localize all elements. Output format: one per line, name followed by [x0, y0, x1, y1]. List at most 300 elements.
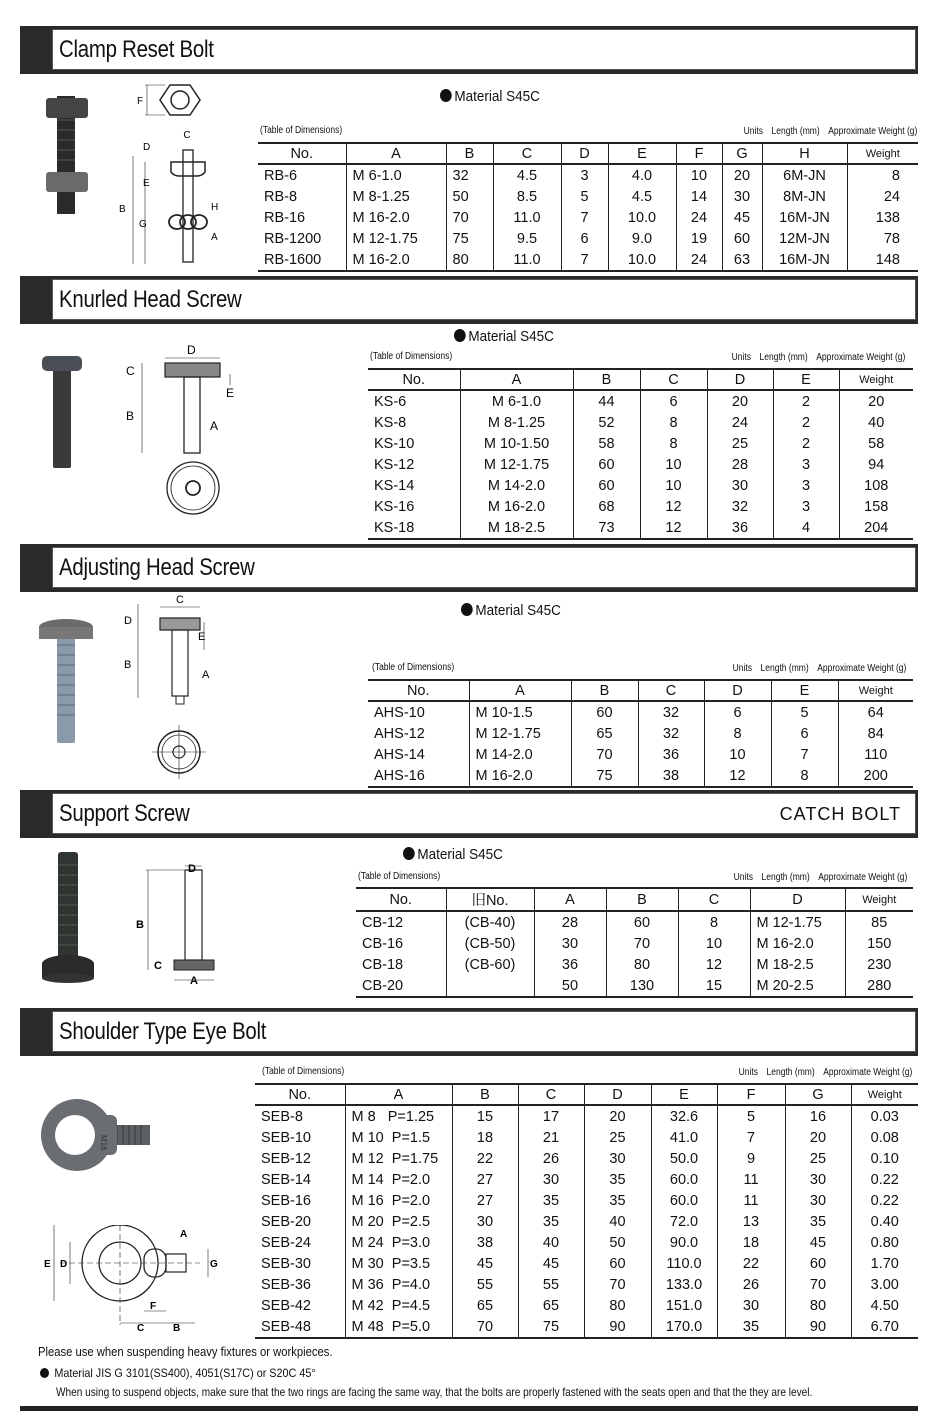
table-cell: 8 [704, 723, 771, 744]
column-header: E [651, 1084, 717, 1105]
table-cell: KS-16 [374, 498, 415, 515]
table-cell: 8.5 [493, 186, 561, 207]
table-cell: 150 [845, 933, 913, 954]
column-header: C [493, 143, 561, 164]
section-title: Clamp Reset Bolt [59, 36, 214, 63]
column-header: A [345, 1084, 452, 1105]
table-row [255, 1148, 918, 1169]
table-header-row [368, 680, 913, 701]
table-cell: 38 [638, 765, 704, 787]
table-cell: SEB-20 [261, 1213, 311, 1230]
table-cell: 30 [722, 186, 762, 207]
dimensions-table-adjusting-head-screw [368, 679, 913, 788]
photo-marking: M16 [99, 1135, 108, 1151]
dim-label-g: G [210, 1259, 218, 1270]
table-cell: 30 [452, 1211, 518, 1232]
table-cell: 78 [847, 228, 918, 249]
table-cell: M 24 P=3.0 [345, 1232, 452, 1253]
table-cell: 24 [676, 249, 722, 271]
warning-note: When using to suspend objects, make sure that the two rings are facing the same way, that the bolts are properly fastened with the seats open and that the they are level. [56, 1385, 813, 1399]
table-cell: 70 [584, 1274, 651, 1295]
dim-label-f: F [137, 96, 144, 107]
table-cell: 35 [584, 1190, 651, 1211]
table-cell: 2 [773, 433, 839, 454]
eye-bolt-photo [35, 1095, 160, 1180]
column-header: A [346, 143, 446, 164]
table-cell: M 10-1.5 [469, 701, 571, 723]
table-cell: 60.0 [651, 1169, 717, 1190]
table-cell: 50 [584, 1232, 651, 1253]
column-header: D [750, 888, 845, 911]
table-cell: 8 [640, 412, 707, 433]
table-row [368, 701, 913, 723]
dim-label-e: E [226, 386, 235, 400]
column-header: B [446, 143, 493, 164]
table-cell: 17 [518, 1105, 584, 1127]
table-row [255, 1169, 918, 1190]
table-cell: 8 [678, 911, 750, 933]
table-row [368, 496, 913, 517]
table-cell: 5 [771, 701, 838, 723]
table-cell: 52 [573, 412, 640, 433]
table-row [368, 723, 913, 744]
table-cell: 10 [678, 933, 750, 954]
dim-label-c: C [154, 960, 162, 972]
dim-label-h: H [211, 202, 219, 213]
table-cell: 75 [571, 765, 638, 787]
table-cell: 8 [771, 765, 838, 787]
table-cell: 3 [773, 496, 839, 517]
table-cell: RB-1600 [264, 251, 322, 268]
table-cell: 80 [785, 1295, 851, 1316]
table-cell: 65 [571, 723, 638, 744]
table-cell: 138 [847, 207, 918, 228]
section-header-shoulder-type-eye-bolt [20, 1008, 918, 1056]
eye-bolt-diagram [40, 1225, 220, 1335]
adjusting-head-screw-photo [35, 615, 100, 750]
table-cell: 40 [584, 1211, 651, 1232]
dim-label-d: D [187, 343, 196, 357]
table-cell: 30 [707, 475, 773, 496]
table-cell: SEB-16 [261, 1192, 311, 1209]
table-cell: 70 [606, 933, 678, 954]
dim-label-d: D [188, 863, 196, 875]
dim-label-b: B [119, 204, 126, 215]
table-cell: SEB-48 [261, 1318, 311, 1335]
table-cell: AHS-16 [374, 767, 425, 784]
table-cell: 80 [446, 249, 493, 271]
units-legend: Units Length (mm) Approximate Weight (g) [731, 352, 905, 363]
table-cell: 9 [717, 1148, 785, 1169]
table-cell: 10 [704, 744, 771, 765]
table-cell: 19 [676, 228, 722, 249]
table-cell: RB-6 [264, 167, 298, 184]
knurled-head-screw-photo [38, 350, 88, 475]
table-cell: 8M-JN [762, 186, 847, 207]
table-cell: M 12-1.75 [469, 723, 571, 744]
table-cell: 50 [534, 975, 606, 997]
table-cell: 0.22 [851, 1169, 918, 1190]
table-row [255, 1295, 918, 1316]
table-cell: 45 [785, 1232, 851, 1253]
table-cell: 25 [707, 433, 773, 454]
support-screw-photo [38, 850, 98, 985]
table-cell: 35 [785, 1211, 851, 1232]
table-cell: 108 [839, 475, 913, 496]
table-cell: 11 [717, 1190, 785, 1211]
table-cell [446, 975, 534, 997]
table-cell: SEB-14 [261, 1171, 311, 1188]
table-cell: 36 [534, 954, 606, 975]
table-cell: 72.0 [651, 1211, 717, 1232]
table-cell: M 16-2.0 [346, 207, 446, 228]
table-cell: 230 [845, 954, 913, 975]
table-cell: 20 [785, 1127, 851, 1148]
table-cell: 5 [717, 1105, 785, 1127]
table-cell: 2 [773, 390, 839, 412]
table-cell: 204 [839, 517, 913, 539]
dim-label-g: G [139, 219, 147, 230]
column-header: E [773, 369, 839, 390]
table-cell: M 14 P=2.0 [345, 1169, 452, 1190]
table-cell: 50.0 [651, 1148, 717, 1169]
table-cell: 11.0 [493, 249, 561, 271]
table-cell: 60 [722, 228, 762, 249]
adjusting-head-screw-diagram [118, 592, 218, 782]
table-cell: KS-14 [374, 477, 415, 494]
table-cell: 90 [584, 1316, 651, 1338]
table-cell: AHS-10 [374, 704, 425, 721]
table-cell: 21 [518, 1127, 584, 1148]
table-cell: 16M-JN [762, 207, 847, 228]
bullet-icon [440, 89, 452, 102]
table-row [255, 1316, 918, 1338]
table-cell: AHS-14 [374, 746, 425, 763]
table-cell: 3 [773, 454, 839, 475]
table-cell: M 12-1.75 [346, 228, 446, 249]
table-cell: CB-12 [362, 914, 404, 931]
table-cell: 9.0 [608, 228, 676, 249]
table-cell: 75 [446, 228, 493, 249]
units-legend: Units Length (mm) Approximate Weight (g) [738, 1067, 912, 1078]
table-cell: 110.0 [651, 1253, 717, 1274]
table-cell: 30 [785, 1169, 851, 1190]
table-cell: 6M-JN [762, 164, 847, 186]
section-header-support-screw [20, 790, 918, 838]
table-row [368, 390, 913, 412]
table-cell: KS-8 [374, 414, 407, 431]
table-cell: 20 [839, 390, 913, 412]
table-cell: M 18-2.5 [460, 517, 573, 539]
table-cell: 158 [839, 496, 913, 517]
table-cell: SEB-10 [261, 1129, 311, 1146]
table-cell: 3.00 [851, 1274, 918, 1295]
table-cell: 58 [573, 433, 640, 454]
dim-label-c: C [137, 1323, 145, 1334]
table-cell: 36 [707, 517, 773, 539]
table-cell: SEB-30 [261, 1255, 311, 1272]
table-cell: 80 [606, 954, 678, 975]
table-row [255, 1274, 918, 1295]
column-header: Weight [845, 888, 913, 911]
table-cell: 70 [571, 744, 638, 765]
table-cell: 70 [452, 1316, 518, 1338]
table-cell: 0.80 [851, 1232, 918, 1253]
table-row [368, 433, 913, 454]
table-cell: 200 [838, 765, 913, 787]
knurled-head-screw-diagram [120, 340, 240, 540]
table-cell: M 8-1.25 [460, 412, 573, 433]
material-note: Material JIS G 3101(SS400), 4051(S17C) or S20C 45° [40, 1366, 316, 1380]
table-cell: 1.70 [851, 1253, 918, 1274]
table-cell: RB-1200 [264, 230, 322, 247]
table-cell: CB-18 [362, 956, 404, 973]
table-row [368, 475, 913, 496]
clamp-reset-bolt-photo [38, 90, 98, 220]
dim-label-d: D [124, 615, 132, 627]
section-title: Adjusting Head Screw [59, 554, 255, 581]
table-cell: 60.0 [651, 1190, 717, 1211]
table-cell: 73 [573, 517, 640, 539]
table-row [255, 1127, 918, 1148]
table-row [356, 954, 913, 975]
table-cell: M 12-1.75 [460, 454, 573, 475]
table-cell: 4 [773, 517, 839, 539]
table-cell: 25 [785, 1148, 851, 1169]
table-cell: 15 [452, 1105, 518, 1127]
units-legend: Units Length (mm) Approximate Weight (g) [743, 126, 917, 137]
column-header: A [534, 888, 606, 911]
table-row [258, 207, 918, 228]
table-cell: M 18-2.5 [750, 954, 845, 975]
table-cell: 24 [676, 207, 722, 228]
column-header: D [707, 369, 773, 390]
section-title: Shoulder Type Eye Bolt [59, 1018, 267, 1045]
table-row [368, 517, 913, 539]
column-header: No. [356, 888, 446, 911]
table-cell: 9.5 [493, 228, 561, 249]
column-header: F [676, 143, 722, 164]
table-cell: M 48 P=5.0 [345, 1316, 452, 1338]
column-header: Weight [838, 680, 913, 701]
table-cell: 60 [785, 1253, 851, 1274]
column-header: B [573, 369, 640, 390]
support-screw-diagram [132, 858, 232, 993]
section-header-adjusting-head-screw [20, 544, 918, 592]
table-cell: 20 [584, 1105, 651, 1127]
table-cell: RB-16 [264, 209, 306, 226]
column-header: C [518, 1084, 584, 1105]
table-caption: (Table of Dimensions) [358, 871, 441, 882]
table-cell: KS-18 [374, 519, 415, 536]
table-cell: 24 [707, 412, 773, 433]
table-cell: 0.40 [851, 1211, 918, 1232]
table-cell: SEB-24 [261, 1234, 311, 1251]
table-row [258, 249, 918, 271]
table-row [368, 765, 913, 787]
table-cell: 60 [573, 475, 640, 496]
table-cell: (CB-40) [446, 911, 534, 933]
table-cell: CB-16 [362, 935, 404, 952]
column-header: H [762, 143, 847, 164]
dim-label-a: A [180, 1229, 188, 1240]
table-cell: 38 [452, 1232, 518, 1253]
table-cell: KS-12 [374, 456, 415, 473]
table-cell: AHS-12 [374, 725, 425, 742]
column-header: B [606, 888, 678, 911]
table-cell: 0.10 [851, 1148, 918, 1169]
table-cell: 7 [561, 207, 608, 228]
table-cell: 10 [676, 164, 722, 186]
table-row [368, 412, 913, 433]
dim-label-a: A [202, 669, 210, 681]
table-cell: (CB-50) [446, 933, 534, 954]
table-cell: RB-8 [264, 188, 298, 205]
dim-label-d: D [60, 1259, 68, 1270]
dim-label-a: A [211, 232, 218, 243]
table-cell: 7 [561, 249, 608, 271]
dim-label-b: B [173, 1323, 181, 1334]
dim-label-c: C [176, 594, 184, 606]
table-caption: (Table of Dimensions) [260, 125, 343, 136]
column-header: A [460, 369, 573, 390]
column-header: D [704, 680, 771, 701]
column-header: Weight [847, 143, 918, 164]
table-cell: 26 [717, 1274, 785, 1295]
table-cell: 45 [452, 1253, 518, 1274]
table-cell: M 20-2.5 [750, 975, 845, 997]
table-cell: 45 [518, 1253, 584, 1274]
table-cell: (CB-60) [446, 954, 534, 975]
table-cell: 10 [640, 454, 707, 475]
table-cell: 94 [839, 454, 913, 475]
table-cell: 90.0 [651, 1232, 717, 1253]
table-cell: SEB-36 [261, 1276, 311, 1293]
table-cell: 18 [452, 1127, 518, 1148]
table-cell: 60 [573, 454, 640, 475]
material-label: Material S45C [454, 328, 554, 345]
dimensions-table-shoulder-type-eye-bolt [255, 1083, 918, 1339]
table-cell: 70 [446, 207, 493, 228]
table-cell: 32 [707, 496, 773, 517]
table-cell: 35 [584, 1169, 651, 1190]
dim-label-e: E [198, 631, 206, 643]
table-row [255, 1232, 918, 1253]
bullet-icon [40, 1368, 49, 1378]
column-header: D [584, 1084, 651, 1105]
table-cell: 36 [638, 744, 704, 765]
dimensions-table-knurled-head-screw [368, 368, 913, 540]
table-cell: 32.6 [651, 1105, 717, 1127]
column-header: G [785, 1084, 851, 1105]
table-cell: 4.0 [608, 164, 676, 186]
table-caption: (Table of Dimensions) [370, 351, 453, 362]
table-cell: CB-20 [362, 977, 404, 994]
table-header-row [255, 1084, 918, 1105]
table-row [356, 933, 913, 954]
table-cell: 12 [678, 954, 750, 975]
table-cell: 3 [561, 164, 608, 186]
table-cell: 6 [640, 390, 707, 412]
table-cell: 35 [717, 1316, 785, 1338]
table-cell: M 16-2.0 [750, 933, 845, 954]
table-cell: M 12 P=1.75 [345, 1148, 452, 1169]
table-cell: 60 [606, 911, 678, 933]
table-cell: M 14-2.0 [460, 475, 573, 496]
table-cell: M 20 P=2.5 [345, 1211, 452, 1232]
table-cell: 27 [452, 1190, 518, 1211]
table-cell: 10 [640, 475, 707, 496]
table-cell: 64 [838, 701, 913, 723]
table-cell: 24 [847, 186, 918, 207]
material-label: Material S45C [461, 602, 561, 619]
column-header: C [638, 680, 704, 701]
units-legend: Units Length (mm) Approximate Weight (g) [732, 663, 906, 674]
table-cell: 16M-JN [762, 249, 847, 271]
table-cell: 4.50 [851, 1295, 918, 1316]
table-cell: 130 [606, 975, 678, 997]
table-caption: (Table of Dimensions) [262, 1066, 345, 1077]
table-cell: 26 [518, 1148, 584, 1169]
table-cell: 22 [452, 1148, 518, 1169]
table-cell: 22 [717, 1253, 785, 1274]
column-header: 旧No. [446, 888, 534, 911]
section-header-knurled-head-screw [20, 276, 918, 324]
table-cell: 12M-JN [762, 228, 847, 249]
table-cell: 32 [638, 701, 704, 723]
dim-label-b: B [126, 409, 135, 423]
table-cell: 8 [847, 164, 918, 186]
table-cell: M 36 P=4.0 [345, 1274, 452, 1295]
table-cell: 20 [707, 390, 773, 412]
table-cell: 10.0 [608, 207, 676, 228]
table-cell: 50 [446, 186, 493, 207]
table-row [356, 911, 913, 933]
table-cell: M 30 P=3.5 [345, 1253, 452, 1274]
section-title: Support Screw [59, 800, 190, 827]
table-cell: 63 [722, 249, 762, 271]
table-cell: 280 [845, 975, 913, 997]
table-cell: 35 [518, 1190, 584, 1211]
column-header: No. [368, 369, 460, 390]
table-row [368, 744, 913, 765]
column-header: C [678, 888, 750, 911]
table-cell: M 10-1.50 [460, 433, 573, 454]
table-cell: 0.03 [851, 1105, 918, 1127]
table-cell: M 10 P=1.5 [345, 1127, 452, 1148]
dim-label-c: C [183, 130, 191, 141]
table-cell: 20 [722, 164, 762, 186]
column-header: G [722, 143, 762, 164]
table-cell: 25 [584, 1127, 651, 1148]
column-header: Weight [851, 1084, 918, 1105]
table-cell: 4.5 [493, 164, 561, 186]
table-cell: 28 [534, 911, 606, 933]
dim-label-f: F [150, 1301, 157, 1312]
table-cell: 13 [717, 1211, 785, 1232]
bottom-divider [20, 1406, 918, 1411]
column-header: No. [255, 1084, 345, 1105]
table-cell: 60 [571, 701, 638, 723]
column-header: F [717, 1084, 785, 1105]
dim-label-e: E [143, 178, 150, 189]
table-cell: 30 [584, 1148, 651, 1169]
table-cell: 35 [518, 1211, 584, 1232]
table-cell: 84 [838, 723, 913, 744]
table-header-row [368, 369, 913, 390]
column-header: E [771, 680, 838, 701]
column-header: Weight [839, 369, 913, 390]
